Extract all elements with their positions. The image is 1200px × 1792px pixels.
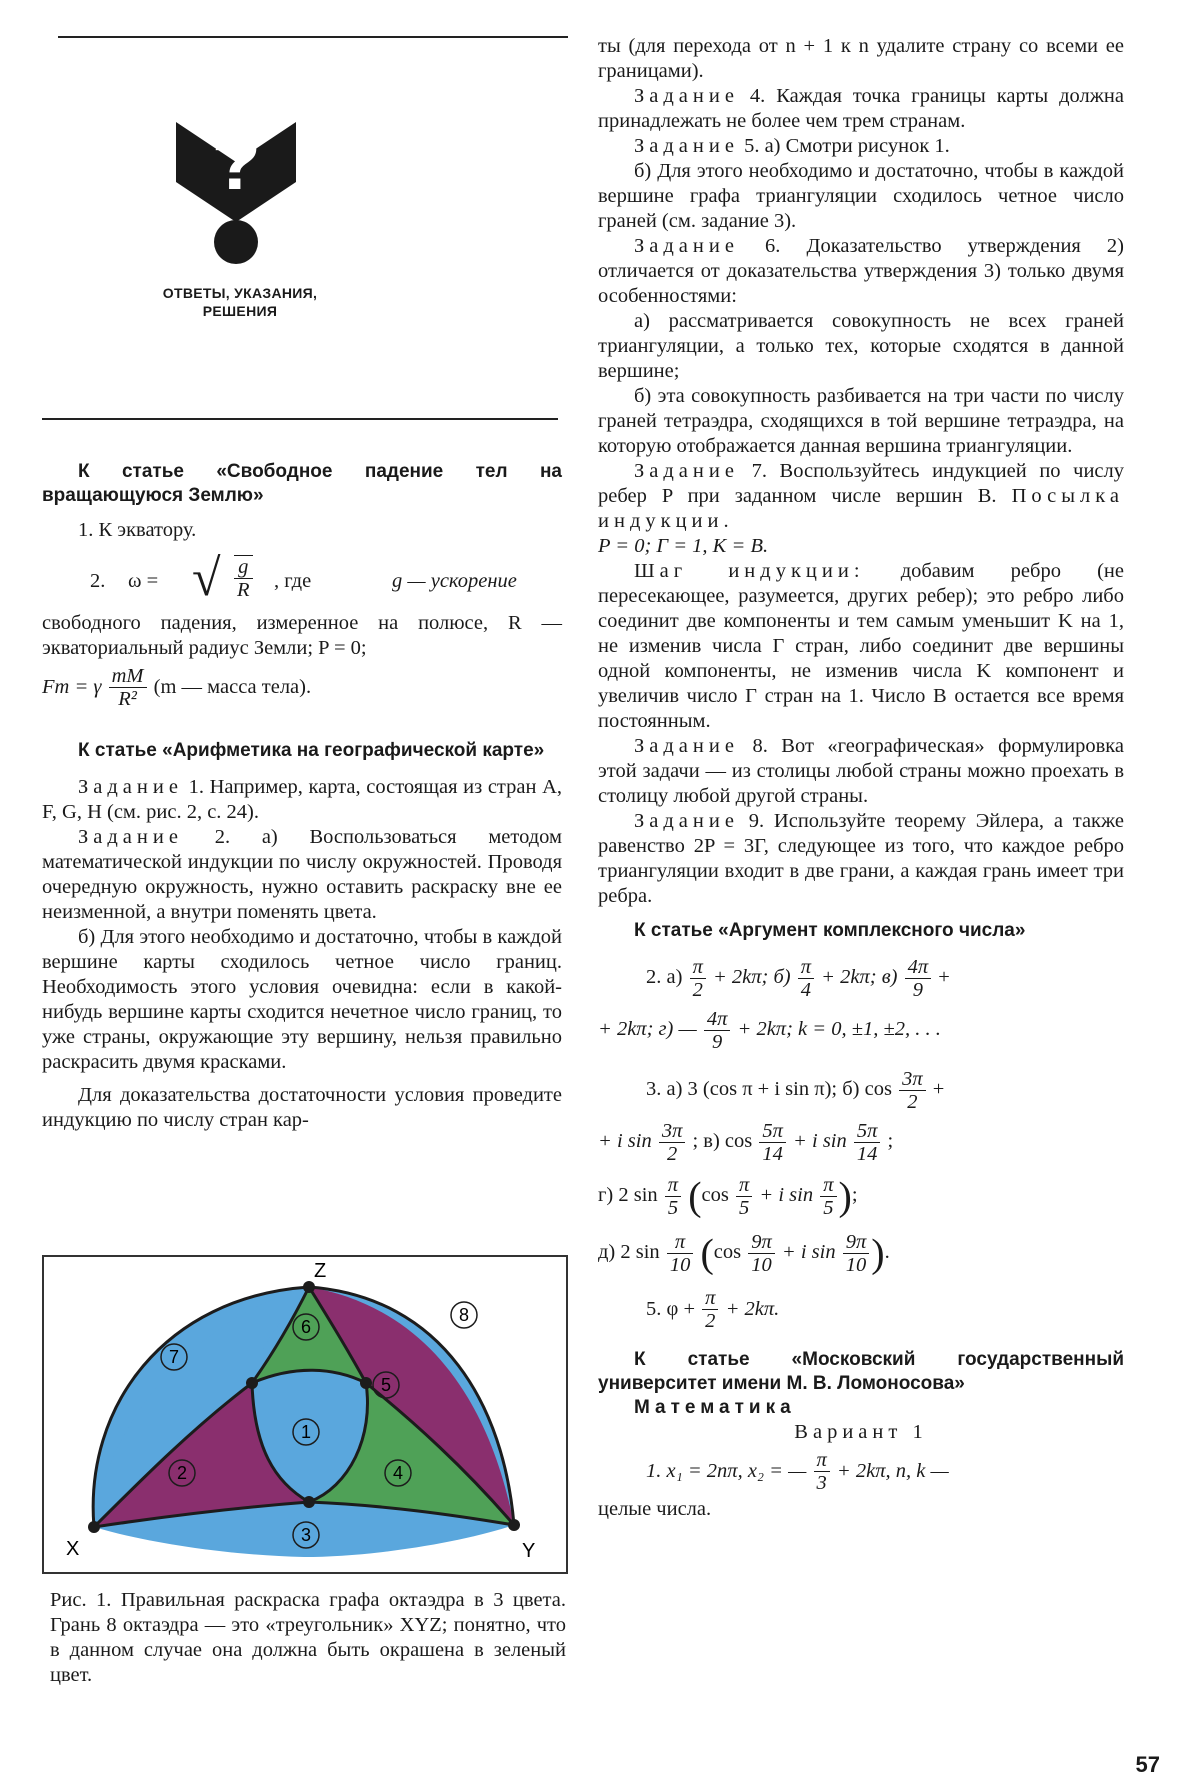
svg-text:8: 8 bbox=[458, 1305, 470, 1325]
vertex-y bbox=[508, 1519, 520, 1531]
svg-text:7: 7 bbox=[168, 1347, 180, 1367]
answers-logo bbox=[176, 117, 296, 266]
article-heading-map-arithmetic: К статье «Арифметика на географической карте» bbox=[78, 740, 545, 761]
task-2c: Для доказательства достаточности условия проведите индукцию по числу стран кар- bbox=[42, 1084, 562, 1131]
svg-text:2: 2 bbox=[176, 1463, 188, 1483]
top-rule bbox=[58, 36, 568, 38]
task-8: Задание 8. Вот «географическая» формулировка этой задачи — из столицы любой страны можно проехать в столицу любой другой страны. bbox=[598, 735, 1124, 807]
logo-question-mark: ? bbox=[212, 117, 261, 206]
task-7: Задание 7. Воспользуйтесь индукцией по числу ребер P при заданном числе вершин B. Посылка индукции. bbox=[598, 460, 1125, 532]
answer-2-complex: 2. а) $\frac{\pi}{2}$ + 2kπ; б) $\frac{\pi}{4}$ + 2kπ; в) $\frac{4\pi}{9}$ + bbox=[646, 955, 950, 1001]
face-label-8 bbox=[451, 1302, 477, 1328]
task-1: Задание 1. Например, карта, состоящая из стран A, F, G, H (см. рис. 2, с. 24). bbox=[42, 776, 562, 823]
g-over-r: $\frac{g}{R}$ bbox=[234, 555, 253, 601]
task-2b: б) Для этого необходимо и достаточно, чтобы в каждой вершине карты сходилось четное число границ. Необходимость этого условия очевидна: если в какой-нибудь вершине карты сходится нечетное число границ, то уже страны, окружающие эту вершину, нельзя правильно раскрасить двумя красками. bbox=[42, 926, 562, 1073]
svg-text:4: 4 bbox=[392, 1463, 404, 1483]
vertex-x bbox=[88, 1521, 100, 1533]
vertex-right bbox=[360, 1377, 372, 1389]
subject-heading: Математика bbox=[634, 1396, 796, 1418]
left-column: К статье «Свободное падение тел на вращающуюся Землю» 1. К экватору. 2. ω = √ $\frac{g}{R}$ , где g — ускорение свободного падения, измеренное на полюсе, R — экваториальный радиус Земли; P = 0; Fт = γ $\frac{mM}{\text{R²}}$ (m — масса тела). К статье «Арифметика на географической карте» Задание 1. Например, карта, состоящая из стран A, F, G, H (см. рис. 2, с. 24). Задание 2. а) Воспользоваться методом математической индукции по числу окружностей. Проводя очередную окружность, нужно оставить раскраску вне ее неизменной, а внутри поменять цвета. б) Для этого необходимо и достаточно, чтобы в каждой вершине карты сходилось четное число границ. Необходимость этого условия очевидна: если в какой-нибудь вершине карты сходится нечетное число границ, то уже страны, окружающие эту вершину, нельзя правильно раскрасить двумя красками. Для доказательства достаточности условия проведите индукцию по числу стран кар- bbox=[42, 461, 563, 1131]
vertex-z bbox=[303, 1281, 315, 1293]
svg-text:5: 5 bbox=[380, 1375, 392, 1395]
article-heading-free-fall: К статье «Свободное падение тел на вращающуюся Землю» bbox=[42, 461, 562, 506]
page-number: 57 bbox=[1135, 1752, 1160, 1777]
task-5: Задание 5. а) Смотри рисунок 1. bbox=[634, 135, 950, 157]
label-y: Y bbox=[522, 1540, 536, 1562]
task-2: Задание 2. а) Воспользоваться методом математической индукции по числу окружностей. Проводя очередную окружность, нужно оставить раскраску вне ее неизменной, а внутри поменять цвета. bbox=[42, 826, 563, 923]
svg-text:3: 3 bbox=[300, 1525, 312, 1545]
header-bottom-rule bbox=[42, 418, 558, 420]
label-x: X bbox=[66, 1538, 80, 1560]
force-formula: Fт = γ $\frac{mM}{\text{R²}}$ (m — масса тела). bbox=[42, 665, 312, 710]
vertex-bottom bbox=[303, 1496, 315, 1508]
octahedron-figure bbox=[42, 1255, 568, 1574]
task-9: Задание 9. Используйте теорему Эйлера, а также равенство 2P = 3Г, следующее из того, что каждое ребро триангуляции входит в две грани, а каждая грань имеет три ребра. bbox=[598, 810, 1124, 907]
vertex-left bbox=[246, 1377, 258, 1389]
answer-3-complex: 3. а) 3 (cos π + i sin π); б) cos $\frac{3\pi}{2}$ + bbox=[646, 1067, 945, 1113]
variant-1-answer: 1. x₁ = 2nπ, x₂ = — $\frac{\pi}{3}$ + 2kπ, n, k — bbox=[646, 1449, 949, 1495]
svg-text:6: 6 bbox=[300, 1317, 312, 1337]
sqrt-sign: √ bbox=[192, 550, 221, 607]
svg-text:1: 1 bbox=[300, 1422, 312, 1442]
article-heading-msu: К статье «Московский государственный университет имени М. В. Ломоносова» bbox=[598, 1348, 1124, 1394]
label-z: Z bbox=[314, 1260, 327, 1282]
octahedron-coloring-diagram bbox=[44, 1257, 566, 1572]
task-4: Задание 4. Каждая точка границы карты должна принадлежать не более чем трем странам. bbox=[598, 85, 1124, 132]
variant-heading: Вариант 1 bbox=[794, 1420, 928, 1443]
figure-caption: Рис. 1. Правильная раскраска графа октаэдра в 3 цвета. Грань 8 октаэдра — это «треугольник» XYZ; понятно, что в данном случае она должна быть окрашена в зеленый цвет. bbox=[50, 1589, 566, 1686]
task-6: Задание 6. Доказательство утверждения 2) отличается от доказательства утверждения 3) только двумя особенностями: bbox=[598, 235, 1125, 307]
section-title: ОТВЕТЫ, УКАЗАНИЯ, РЕШЕНИЯ bbox=[162, 285, 318, 319]
answer-5-complex: 5. φ + $\frac{\pi}{2}$ + 2kπ. bbox=[646, 1287, 780, 1333]
answer-2-formula: 2. ω = √ $\frac{g}{R}$ , где g — ускорение bbox=[90, 550, 517, 607]
answer-1: 1. К экватору. bbox=[78, 519, 197, 541]
article-heading-complex-argument: К статье «Аргумент комплексного числа» bbox=[634, 920, 1026, 941]
right-column: ты (для перехода от n + 1 к n удалите страну со всеми ее границами). Задание 4. Каждая точка границы карты должна принадлежать не более чем трем странам. Задание 5. а) Смотри рисунок 1. б) Для этого необходимо и достаточно, чтобы в каждой вершине графа триангуляции сходилось четное число граней (см. задание 3). Задание 6. Доказательство утверждения 2) отличается от доказательства утверждения 3) только двумя особенностями: а) рассматривается совокупность не всех граней триангуляции, а только тех, которые сходятся в данной вершине; б) эта совокупность разбивается на три части по числу граней тетраэдра, сходящихся в той вершине тетраэдра, на которую отображается данная вершина триангуляции. Задание 7. Воспользуйтесь индукцией по числу ребер P при заданном числе вершин B. Посылка индукции. P = 0; Г = 1, K = B. Шаг индукции: добавим ребро (не пересекающее, разумеется, других ребер); это ребро либо соединит две компоненты и тем самым уменьшит K на 1, не изменив числа Г стран, либо соединит две вершины одной компоненты, не изменив числа K компонент и увеличив число Г стран на 1. Число B остается все время постоянным. Задание 8. Вот «географическая» формулировка этой задачи — из столицы любой страны можно проехать в столицу любой другой страны. Задание 9. Используйте теорему Эйлера, а также равенство 2P = 3Г, следующее из того, что каждое ребро триангуляции входит в две грани, а каждая грань имеет три ребра. К статье «Аргумент комплексного числа» 2. а) $\frac{\pi}{2}$ + 2kπ; б) $\frac{\pi}{4}$ + 2kπ; в) $\frac{4\pi}{9}$ + + 2kπ; г) — $\frac{4\pi}{9}$ + 2kπ; k = 0, ±1, ±2, . . . 3. а) 3 (cos π + i sin π); б) cos $\frac{3\pi}{2}$ + + i sin $\frac{3\pi}{2}$ ; в) cos $\frac{5\pi}{14}$ + i sin $\frac{5\pi}{14}$ ; г) 2 sin $\frac{\pi}{5}$ (cos $\frac{\pi}{5}$ + i sin $\frac{\pi}{5}$ ); д) 2 sin $\frac{\pi}{10}$ (cos $\frac{9\pi}{10}$ + i sin $\frac{9\pi}{10}$ ). 5. φ + $\frac{\pi}{2}$ + 2kπ. К статье «Московский государственный университет имени М. В. Ломоносова» Математика Вариант 1 1. x₁ = 2nπ, x₂ = — $\frac{\pi}{3}$ + 2kπ, n, k — целые числа. bbox=[598, 35, 1125, 1520]
